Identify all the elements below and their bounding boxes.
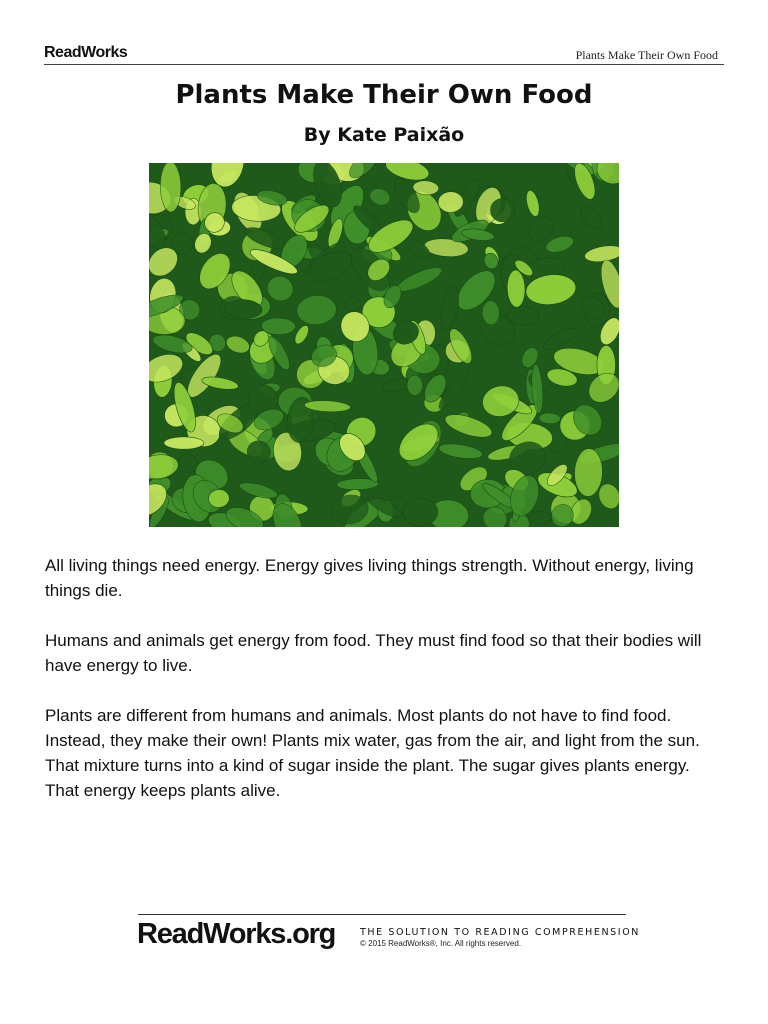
plant-photo xyxy=(149,163,619,527)
readworks-org-logo: ReadWorks.org xyxy=(137,918,336,950)
page-header xyxy=(44,42,724,65)
article-title: Plants Make Their Own Food xyxy=(175,80,593,110)
footer-divider xyxy=(138,914,626,915)
paragraph-1: All living things need energy. Energy gives living things strength. Without energy, living things die. xyxy=(45,556,694,600)
leaf-shape xyxy=(261,318,295,335)
footer-tagline: THE SOLUTION TO READING COMPREHENSION xyxy=(360,927,640,938)
leaf-shape xyxy=(490,198,515,222)
paragraph-3: Plants are different from humans and animals. Most plants do not have to find food. Instead, they make their own! Plants mix water, gas from the air, and light from the sun. That mixture turns into a kind of sugar inside the plant. The sugar gives plants energy. That energy keeps plants alive. xyxy=(45,706,700,800)
copyright-notice: © 2015 ReadWorks®, Inc. All rights reserved. xyxy=(360,939,522,948)
leaf-shape xyxy=(407,375,423,395)
readworks-logo: ReadWorks xyxy=(44,44,128,61)
article-author: By Kate Paixão xyxy=(303,124,465,146)
succulent-leaves-image xyxy=(149,163,619,527)
paragraph-2: Humans and animals get energy from food. They must find food so that their bodies will have energy to live. xyxy=(45,631,702,675)
running-title: Plants Make Their Own Food xyxy=(575,48,718,62)
leaf-shape xyxy=(164,437,204,449)
article-body xyxy=(45,553,715,828)
